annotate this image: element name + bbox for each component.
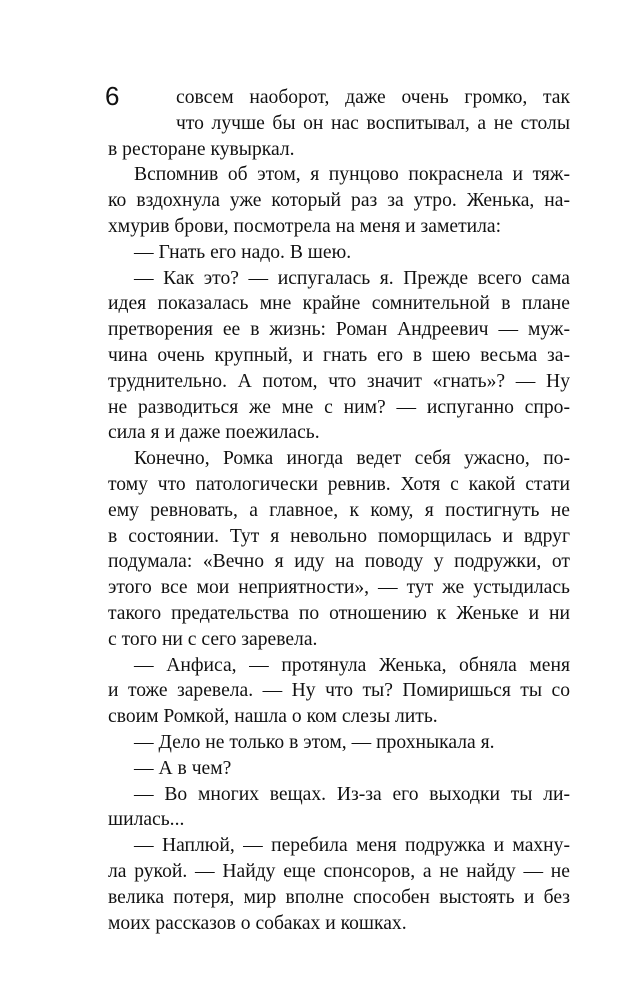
text-line: труднительно. А потом, что значит «гнать»? — Ну	[108, 370, 570, 392]
text-line: совсем наоборот, даже очень громко, так	[176, 87, 570, 108]
text-line: в состоянии. Тут я невольно поморщилась и вдруг	[108, 525, 570, 547]
text-line: не разводиться же мне с ним? — испуганно спро-	[108, 396, 570, 418]
text-line: — Гнать его надо. В шею.	[134, 241, 352, 263]
text-line: идея показалась мне крайне сомнительной в плане	[108, 293, 570, 315]
text-line: — Дело не только в этом, — прохныкала я.	[134, 731, 495, 753]
text-line: подумала: «Вечно я иду на поводу у подружки, от	[108, 551, 570, 573]
text-line: и тоже заревела. — Ну что ты? Помиришься ты со	[108, 680, 570, 702]
text-line: Конечно, Ромка иногда ведет себя ужасно, по-	[134, 448, 570, 470]
text-line: шилась...	[108, 809, 185, 831]
text-line: ему ревновать, а главное, к кому, я постигнуть не	[108, 499, 570, 521]
text-line: — А в чем?	[134, 757, 232, 779]
text-line: Вспомнив об этом, я пунцово покраснела и тяж-	[134, 164, 570, 186]
text-line: что лучше бы он нас воспитывал, а не столы	[176, 112, 570, 134]
text-line: ла рукой. — Найду еще спонсоров, а не найду — не	[108, 860, 570, 882]
page-number: 6	[105, 81, 120, 111]
text-line: — Во многих вещах. Из-за его выходки ты ли-	[134, 783, 570, 805]
text-line: тому что патологически ревнив. Хотя с какой стати	[108, 473, 570, 495]
text-line: такого предательства по отношению к Женьке и ни	[108, 602, 570, 624]
text-line: хмурив брови, посмотрела на меня и заметила:	[108, 215, 502, 237]
text-line: — Анфиса, — протянула Женька, обняла меня	[134, 654, 570, 676]
text-line: чина очень крупный, и гнать его в шею весьма за-	[108, 344, 570, 366]
text-line: претворения ее в жизнь: Роман Андреевич — муж-	[108, 319, 570, 341]
text-line: своим Ромкой, нашла о ком слезы лить.	[108, 706, 438, 728]
text-line: в ресторане кувыркал.	[108, 138, 295, 160]
text-line: велика потеря, мир вполне способен выстоять и без	[108, 886, 570, 908]
text-line: — Как это? — испугалась я. Прежде всего сама	[134, 267, 570, 289]
text-line: сила я и даже поежилась.	[108, 422, 320, 444]
text-line: — Наплюй, — перебила меня подружка и махну-	[134, 835, 570, 857]
text-line: моих рассказов о собаках и кошках.	[108, 912, 407, 934]
text-line: ко вздохнула уже который раз за утро. Женька, на-	[108, 190, 570, 212]
text-line: этого все мои неприятности», — тут же устыдилась	[108, 577, 570, 599]
text-line: с того ни с сего заревела.	[108, 628, 318, 650]
body-text	[108, 85, 570, 936]
